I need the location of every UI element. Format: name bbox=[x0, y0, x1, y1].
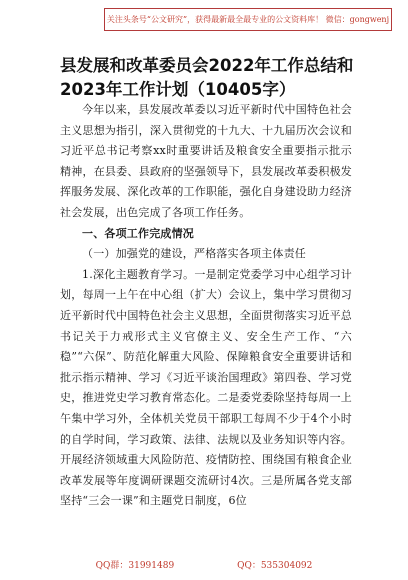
qq-text: QQ：535304092 bbox=[237, 561, 313, 571]
document-title: 县发展和改革委员会2022年工作总结和2023年工作计划（10405字） bbox=[60, 56, 354, 99]
subsection-heading: （一）加强党的建设，严格落实各项主体责任 bbox=[82, 247, 306, 261]
section-heading: 一、各项工作完成情况 bbox=[82, 226, 194, 240]
document-body bbox=[60, 100, 352, 512]
body-paragraph: 1.深化主题教育学习。一是制定党委学习中心组学习计划，每周一上午在中心组（扩大）会议上，集中学习贯彻习近平新时代中国特色社会主义思想，全面贯彻落实习近平总书记关于力戒形式主义官僚主义、安全生产工作、“六稳”“六保”、防范化解重大风险、保障粮食安全重要讲话和批示指示精神、学习《习近平谈治国理政》第四卷、学习党史，推进党史学习教育常态化。二是委党委除坚持每周一上午集中学习外，全体机关党员干部职工每周不少于4个小时的自学时间，学习政策、法律、法规以及业务知识等内容。开展经济领域重大风险防范、疫情防控、围绕国有粮食企业改革发展等年度调研课题交流研讨4次。三是所属各党支部坚持“三会一课”和主题党日制度，6位 bbox=[60, 267, 352, 508]
promo-banner: 关注头条号“公文研究”，获得最新最全最专业的公文资料库！ 微信：gongwenj bbox=[104, 8, 392, 31]
intro-paragraph: 今年以来，县发展改革委以习近平新时代中国特色社会主义思想为指引，深入贯彻党的十九大、十九届历次会议和习近平总书记考察xx时重要讲话及粮食安全重要指示批示精神，在县委、县政府的坚强领导下，县发展改革委积极发挥服务发展、深化改革的工作职能，强化自身建设助力经济社会发展，出色完成了各项工作任务。 bbox=[60, 103, 352, 219]
footer-contact bbox=[0, 558, 408, 574]
qq-group-text: QQ群：31991489 bbox=[95, 561, 175, 571]
